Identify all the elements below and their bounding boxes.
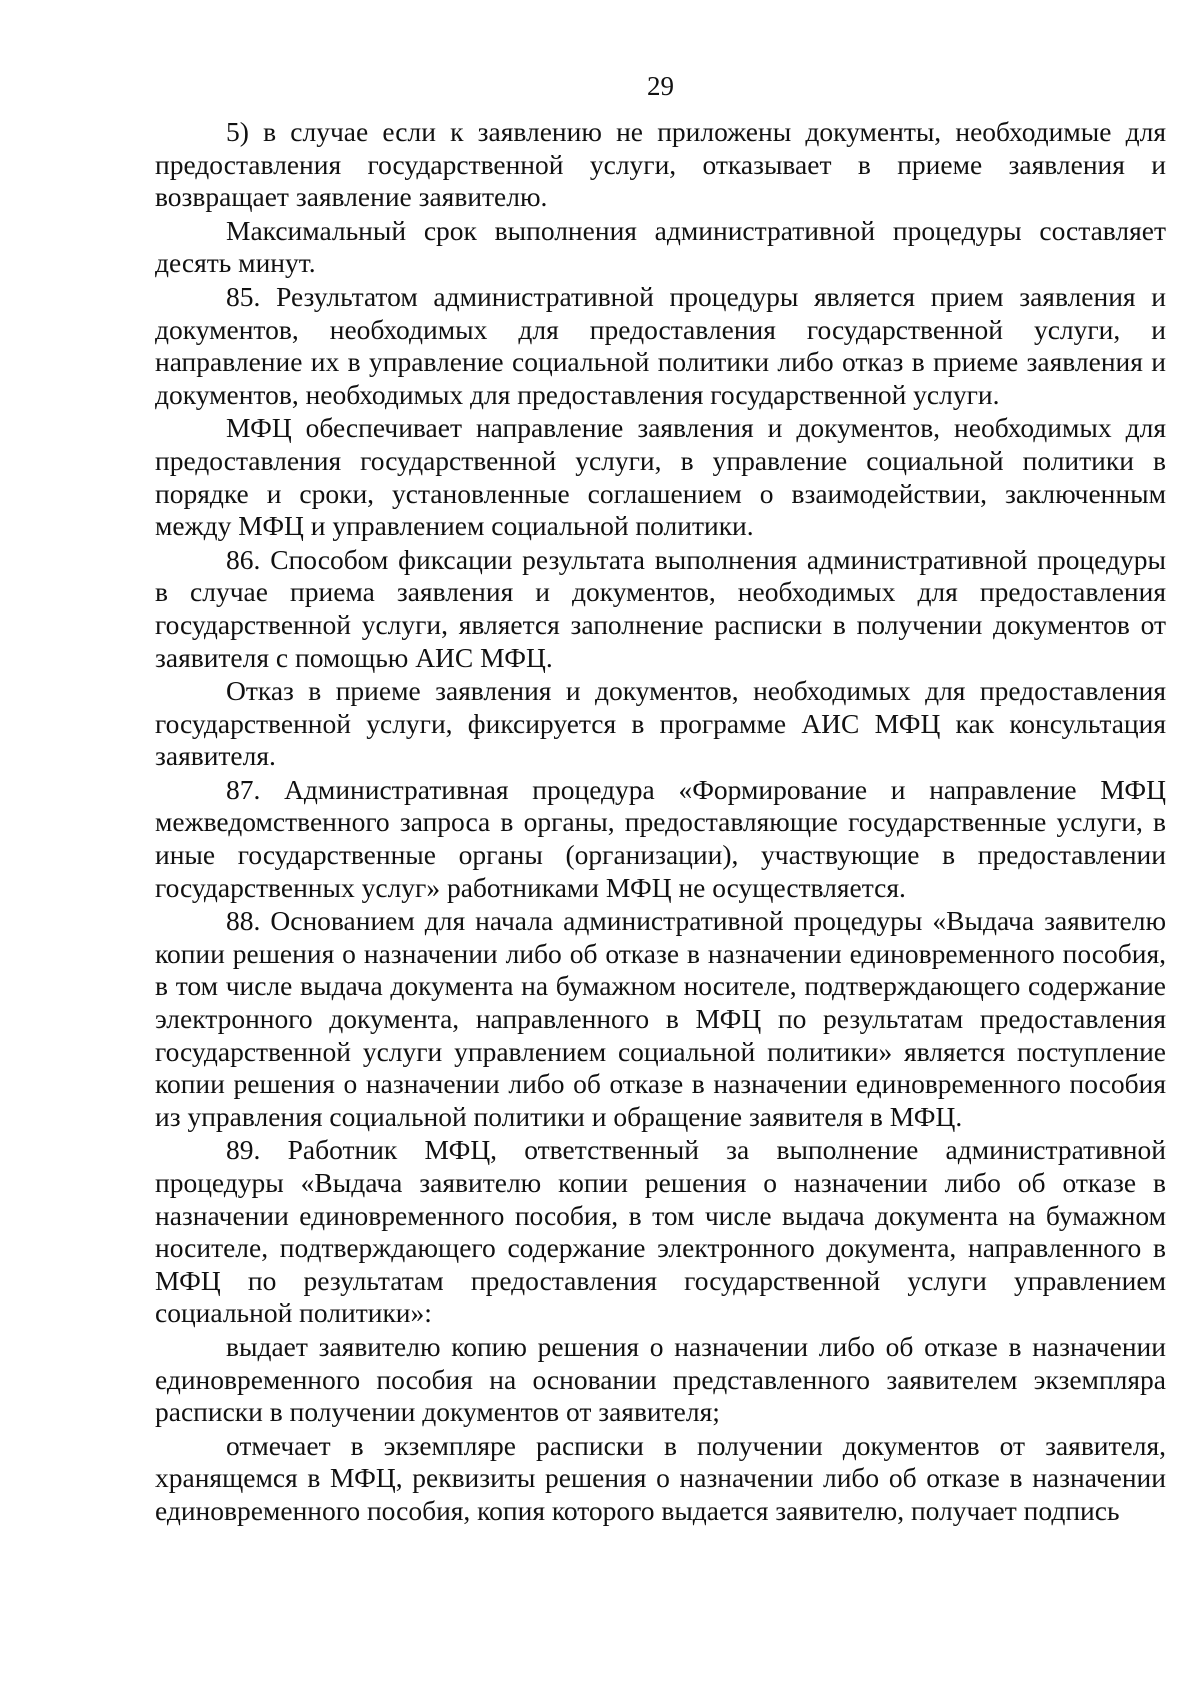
paragraph-issues-copy: выдает заявителю копию решения о назначении либо об отказе в назначении единовременного пособия на основании представленного заявителем экземпляра расписки в получении документов от заявителя; — [155, 1330, 1166, 1428]
paragraph-marks-receipt: отмечает в экземпляре расписки в получении документов от заявителя, хранящемся в МФЦ, реквизиты решения о назначении либо об отказе в назначении единовременного пособия, копия которого выдается заявителю, получает подпись — [155, 1429, 1166, 1526]
paragraph-item-5: 5) в случае если к заявлению не приложены документы, необходимые для предоставления государственной услуги, отказывает в приеме заявления и возвращает заявление заявителю. — [155, 116, 1166, 213]
paragraph-86: 86. Способом фиксации результата выполнения административной процедуры в случае приема заявления и документов, необходимых для предоставления государственной услуги, является заполнение расписки в получении документов от заявителя с помощью АИС МФЦ. — [155, 543, 1166, 673]
paragraph-88: 88. Основанием для начала административной процедуры «Выдача заявителю копии решения о назначении либо об отказе в назначении единовременного пособия, в том числе выдача документа на бумажном носителе, подтверждающего содержание электронного документа, направленного в МФЦ по результатам предоставления государственной услуги управлением социальной политики» является поступление копии решения о назначении либо об отказе в назначении единовременного пособия из управления социальной политики и обращение заявителя в МФЦ. — [155, 905, 1166, 1132]
paragraph-87: 87. Административная процедура «Формирование и направление МФЦ межведомственного запроса в органы, предоставляющие государственные услуги, в иные государственные органы (организации), участвующие в предоставлении государственных услуг» работниками МФЦ не осуществляется. — [155, 773, 1166, 903]
paragraph-89: 89. Работник МФЦ, ответственный за выполнение административной процедуры «Выдача заявителю копии решения о назначении либо об отказе в назначении единовременного пособия, в том числе выдача документа на бумажном носителе, подтверждающего содержание электронного документа, направленного в МФЦ по результатам предоставления государственной услуги управлением социальной политики»: — [155, 1134, 1166, 1329]
paragraph-refusal-recorded: Отказ в приеме заявления и документов, необходимых для предоставления государственной услуги, фиксируется в программе АИС МФЦ как консультация заявителя. — [155, 675, 1166, 772]
paragraph-mfc-sends: МФЦ обеспечивает направление заявления и документов, необходимых для предоставления государственной услуги, в управление социальной политики в порядке и сроки, установленные соглашением о взаимодействии, заключенным между МФЦ и управлением социальной политики. — [155, 412, 1166, 542]
paragraph-85: 85. Результатом административной процедуры является прием заявления и документов, необходимых для предоставления государственной услуги, и направление их в управление социальной политики либо отказ в приеме заявления и документов, необходимых для предоставления государственной услуги. — [155, 280, 1166, 410]
page-number: 29 — [647, 71, 674, 101]
document-page — [155, 70, 1166, 1529]
paragraph-max-time: Максимальный срок выполнения административной процедуры составляет десять минут. — [155, 214, 1166, 279]
